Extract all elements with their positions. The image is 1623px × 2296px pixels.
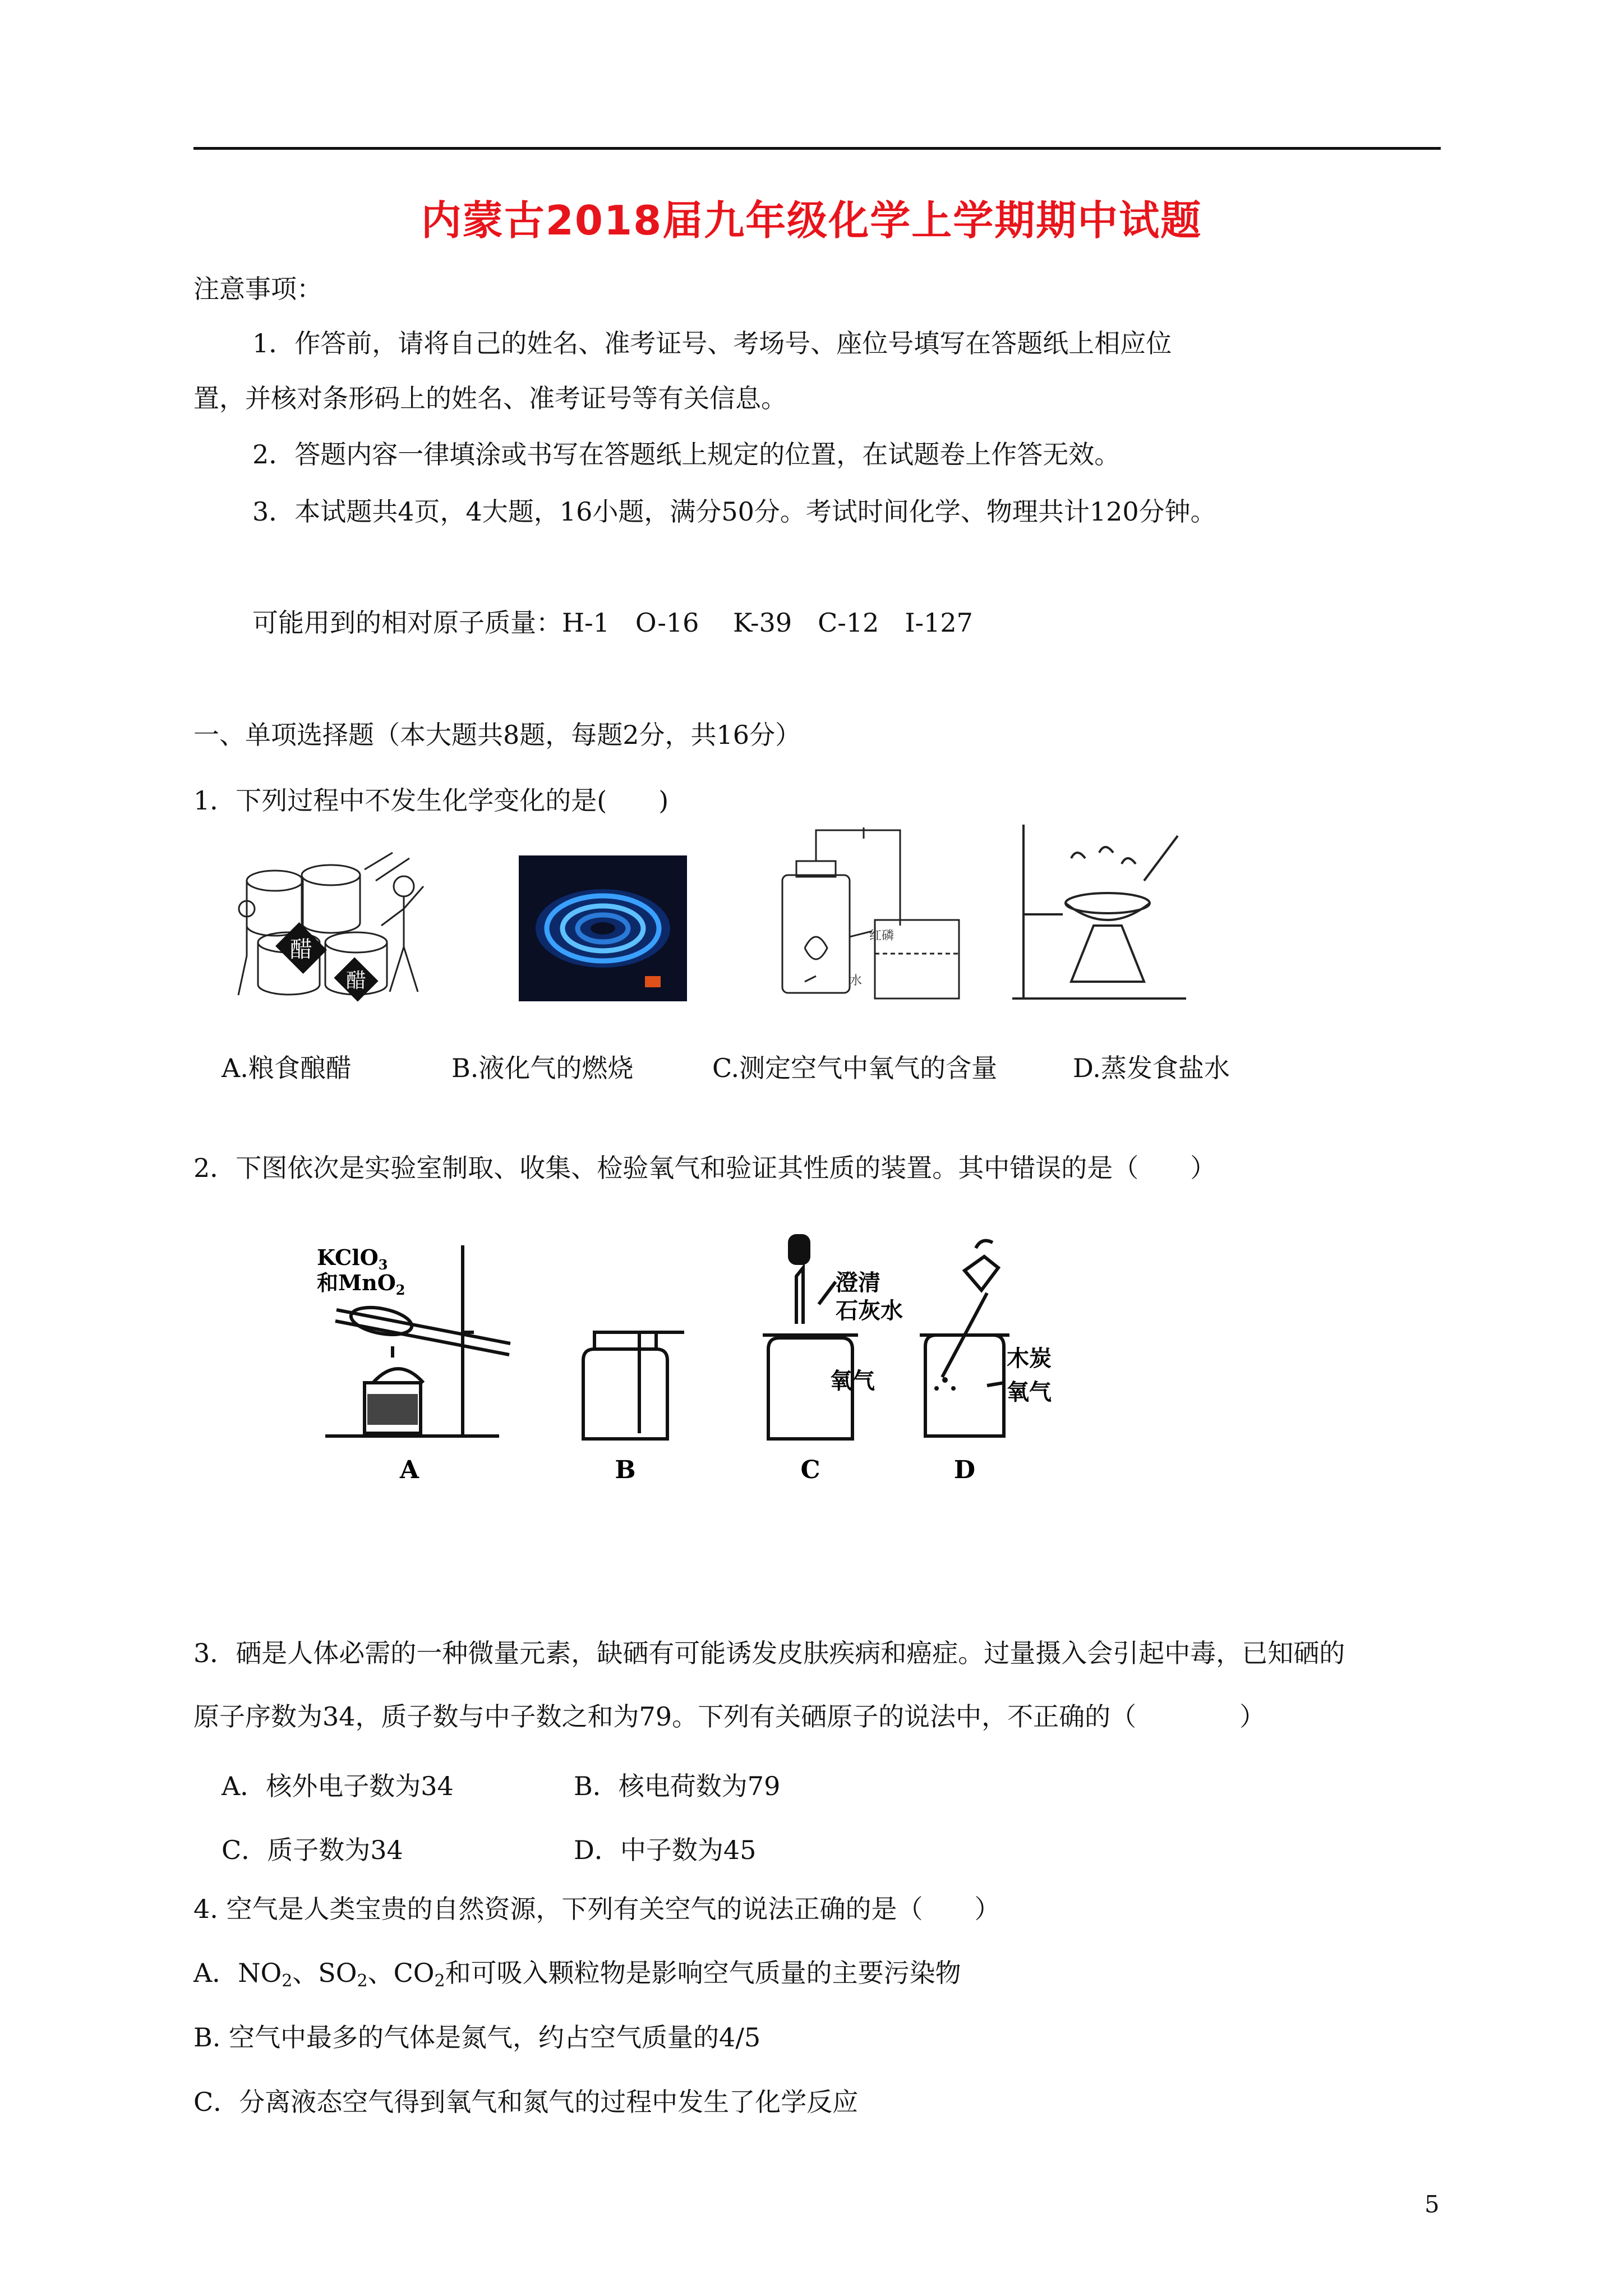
evaporation-apparatus	[1009, 819, 1195, 1010]
atomic-mass-line: 可能用到的相对原子质量：H-1 O-16 K-39 C-12 I-127	[252, 608, 973, 638]
section-heading: 一、单项选择题（本大题共8题，每题2分，共16分）	[193, 720, 801, 750]
notice-item-1b: 置，并核对条形码上的姓名、准考证号等有关信息。	[193, 383, 787, 413]
vinegar-label-1: 醋	[290, 937, 312, 963]
figure-label-c: C	[800, 1456, 820, 1484]
page-title: 内蒙古2018届九年级化学上学期期中试题	[421, 197, 1202, 244]
question-2-stem: 2．下图依次是实验室制取、收集、检验氧气和验证其性质的装置。其中错误的是（ ）	[193, 1153, 1216, 1183]
figure-label-a: A	[399, 1456, 419, 1484]
gas-stove-flame-image	[519, 855, 687, 1001]
oxygen-experiment-figure	[314, 1231, 1189, 1495]
q1-option-b: B.液化气的燃烧	[451, 1053, 634, 1083]
q3-option-a: A．核外电子数为34	[222, 1771, 454, 1801]
question-3-stem-2: 原子序数为34，质子数与中子数之和为79。下列有关硒原子的说法中，不正确的（ ）	[193, 1701, 1266, 1732]
notice-heading: 注意事项：	[193, 274, 322, 304]
notice-item-3: 3．本试题共4页，4大题，16小题，满分50分。考试时间化学、物理共计120分钟。	[252, 496, 1216, 527]
q4-option-b: B. 空气中最多的气体是氮气，约占空气质量的4/5	[193, 2022, 761, 2053]
q1-option-c: C.测定空气中氧气的含量	[712, 1053, 998, 1083]
figure-label-b: B	[615, 1456, 636, 1484]
oxygen-label-c: 氧气	[830, 1368, 875, 1394]
question-4-stem: 4. 空气是人类宝贵的自然资源，下列有关空气的说法正确的是（ ）	[193, 1894, 1000, 1924]
phosphorus-label: 红磷	[869, 929, 895, 943]
reagent-kclo3: KClO$_3$	[317, 1245, 388, 1273]
notice-item-1a: 1．作答前，请将自己的姓名、准考证号、考场号、座位号填写在答题纸上相应位	[252, 328, 1172, 358]
water-label: 水	[850, 974, 863, 988]
charcoal-label: 木炭	[1007, 1346, 1052, 1372]
oxygen-content-apparatus	[754, 825, 973, 1010]
q3-option-c: C．质子数为34	[222, 1835, 403, 1865]
reagent-mno2: 和MnO$_2$	[317, 1270, 405, 1298]
limewater-label-2: 石灰水	[836, 1298, 903, 1324]
q4-option-a: A．$NO_2$、$SO_2$、$CO_2$和可吸入颗粒物是影响空气质量的主要污染物	[193, 1958, 961, 1991]
q4-option-c: C．分离液态空气得到氧气和氮气的过程中发生了化学反应	[193, 2087, 859, 2117]
figure-label-d: D	[953, 1456, 976, 1484]
q3-option-d: D．中子数为45	[574, 1835, 757, 1865]
q3-option-b: B．核电荷数为79	[574, 1771, 781, 1801]
vinegar-label-2: 醋	[345, 969, 367, 992]
notice-item-2: 2．答题内容一律填涂或书写在答题纸上规定的位置，在试题卷上作答无效。	[252, 439, 1121, 470]
page-number: 5	[1424, 2191, 1440, 2218]
q1-option-d: D.蒸发食盐水	[1073, 1053, 1230, 1083]
question-3-stem-1: 3．硒是人体必需的一种微量元素，缺硒有可能诱发皮肤疾病和癌症。过量摄入会引起中毒，已知硒的	[193, 1638, 1345, 1668]
q1-option-a: A.粮食酿醋	[222, 1053, 352, 1083]
vinegar-brewing-image	[236, 847, 437, 1010]
limewater-label-1: 澄清	[836, 1270, 880, 1296]
question-1-stem: 1．下列过程中不发生化学变化的是( )	[193, 785, 669, 816]
header-rule	[193, 147, 1441, 150]
oxygen-label-d: 氧气	[1007, 1379, 1052, 1405]
